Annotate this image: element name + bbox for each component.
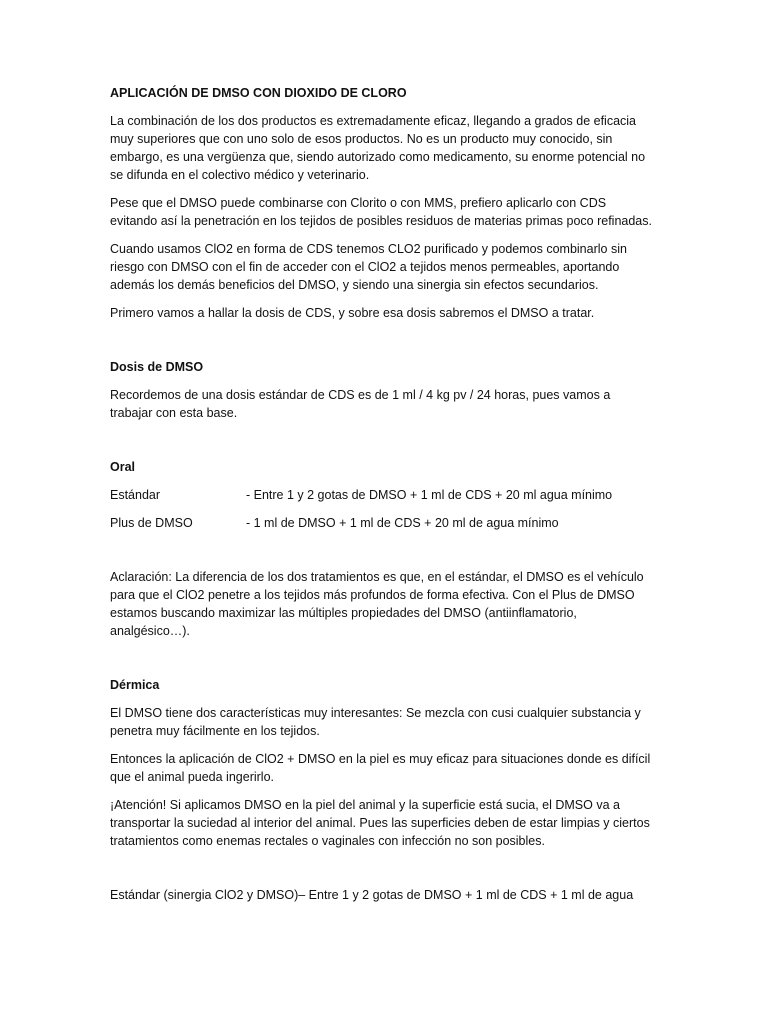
dosis-heading: Dosis de DMSO bbox=[110, 360, 204, 374]
oral-row-value: - Entre 1 y 2 gotas de DMSO + 1 ml de CDS + 20 ml agua mínimo bbox=[246, 488, 613, 502]
oral-row-label: Plus de DMSO bbox=[110, 516, 193, 530]
oral-row-value: - 1 ml de DMSO + 1 ml de CDS + 20 ml de agua mínimo bbox=[246, 516, 559, 530]
dermica-heading: Dérmica bbox=[110, 678, 160, 692]
document-body bbox=[110, 84, 655, 914]
document-title: APLICACIÓN DE DMSO CON DIOXIDO DE CLORO bbox=[110, 86, 407, 100]
section-spacer bbox=[110, 432, 655, 458]
intro-paragraph-2: Pese que el DMSO puede combinarse con Clorito o con MMS, prefiero aplicarlo con CDS evitando así la penetración en los tejidos de posibles residuos de materias primas poco refinadas. bbox=[110, 196, 652, 228]
intro-paragraph-1: La combinación de los dos productos es extremadamente eficaz, llegando a grados de eficacia muy superiores que con uno solo de esos productos. No es un producto muy conocido, sin embargo, es una vergüenza que, siendo autorizado como medicamento, su enorme potencial no se difunda en el colectivo médico y veterinario. bbox=[110, 114, 646, 182]
dosis-paragraph: Recordemos de una dosis estándar de CDS es de 1 ml / 4 kg pv / 24 horas, pues vamos a trabajar con esta base. bbox=[110, 388, 611, 420]
intro-paragraph-4: Primero vamos a hallar la dosis de CDS, y sobre esa dosis sabremos el DMSO a tratar. bbox=[110, 306, 595, 320]
intro-paragraph-3: Cuando usamos ClO2 en forma de CDS tenemos CLO2 purificado y podemos combinarlo sin riesgo con DMSO con el fin de acceder con el ClO2 a tejidos menos permeables, aportando además los demás beneficios del DMSO, y siendo una sinergia sin efectos secundarios. bbox=[110, 242, 627, 292]
dermica-paragraph-1: El DMSO tiene dos características muy interesantes: Se mezcla con cusi cualquier substancia y penetra muy fácilmente en los tejidos. bbox=[110, 706, 641, 738]
dermica-estandar-line: Estándar (sinergia ClO2 y DMSO)– Entre 1 y 2 gotas de DMSO + 1 ml de CDS + 1 ml de agua bbox=[110, 888, 634, 902]
section-spacer bbox=[110, 860, 655, 886]
oral-row-plus bbox=[110, 514, 655, 532]
dermica-paragraph-3: ¡Atención! Si aplicamos DMSO en la piel del animal y la superficie está sucia, el DMSO va a transportar la suciedad al interior del animal. Pues las superficies deben de estar limpias y ciertos tratamientos como enemas rectales o vaginales con infección no son posibles. bbox=[110, 798, 650, 848]
oral-row-estandar bbox=[110, 486, 655, 504]
oral-heading: Oral bbox=[110, 460, 136, 474]
section-spacer bbox=[110, 542, 655, 568]
aclaracion-paragraph: Aclaración: La diferencia de los dos tratamientos es que, en el estándar, el DMSO es el vehículo para que el ClO2 penetre a los tejidos más profundos de forma efectiva. Con el Plus de DMSO estamos buscando maximizar las múltiples propiedades del DMSO (antiinflamatorio, analgésico…). bbox=[110, 570, 644, 638]
dermica-paragraph-2: Entonces la aplicación de ClO2 + DMSO en la piel es muy eficaz para situaciones donde es difícil que el animal pueda ingerirlo. bbox=[110, 752, 651, 784]
section-spacer bbox=[110, 650, 655, 676]
oral-row-label: Estándar bbox=[110, 488, 161, 502]
section-spacer bbox=[110, 332, 655, 358]
